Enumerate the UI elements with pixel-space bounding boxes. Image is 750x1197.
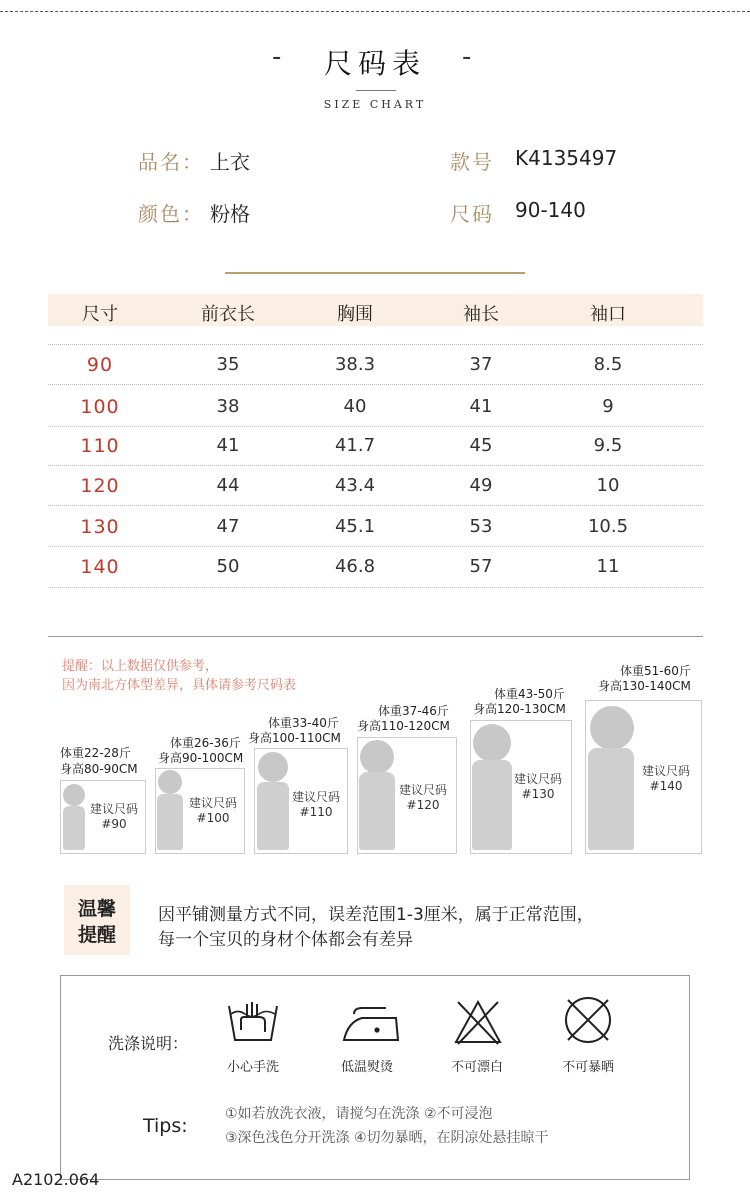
table-cell: 38.3 [334,354,376,375]
section-divider [225,272,525,274]
product-name-value: 上衣 [210,150,250,174]
tips-line2: ③深色浅色分开洗涤 ④切勿暴晒，在阴凉处悬挂晾干 [225,1130,549,1146]
hand-wash-icon [225,1000,281,1044]
kid-silhouette [359,772,395,850]
table-cell: 41.7 [334,435,376,456]
tips-line1: ①如若放洗衣液，请搅匀在洗涤 ②不可浸泡 [225,1106,493,1122]
kid-height: 身高120-130CM [473,702,566,716]
page-title: 尺码表 [323,47,426,80]
kid-silhouette-head [258,752,288,782]
table-cell: 53 [469,516,493,537]
header-cuff: 袖口 [590,304,626,325]
header-chest: 胸围 [337,304,373,325]
product-code: A2102.064 [12,1170,100,1189]
product-name-label: 品名： [138,150,204,174]
kid-silhouette-head [63,784,85,806]
table-cell: 44 [216,475,240,496]
row-divider [48,384,703,385]
warm-tip-title-line2: 提醒 [77,924,116,946]
table-cell: 35 [216,354,240,375]
color-value: 粉格 [210,202,250,226]
kid-height: 身高100-110CM [248,731,341,745]
kid-silhouette [472,760,512,850]
table-cell: 9 [602,396,614,417]
kid-weight: 体重43-50斤 [494,687,565,701]
kid-suggest-size: #90 [101,817,127,831]
size-range-value: 90-140 [515,198,586,222]
title-dash-left: - [272,42,282,72]
care-label: 洗涤说明： [108,1034,189,1053]
top-dashed-border [0,11,750,12]
kid-suggest-label: 建议尺码 [398,783,447,797]
table-cell-size: 100 [80,396,120,418]
kid-silhouette-head [473,724,511,762]
no-sun-dry-icon [562,994,614,1046]
kid-suggest-size: #140 [649,779,683,793]
table-cell-size: 130 [80,516,120,538]
kid-silhouette-head [158,770,182,794]
section-divider [48,636,703,637]
no-sun-dry-label: 不可暴晒 [561,1060,614,1075]
kid-suggest-label: 建议尺码 [291,790,340,804]
kid-suggest-size: #120 [406,798,440,812]
table-cell: 40 [343,396,367,417]
warm-tip-title-line1: 温馨 [77,898,116,920]
kid-weight: 体重51-60斤 [620,664,691,678]
row-divider [48,344,703,345]
color-label: 颜色： [138,202,204,226]
kid-silhouette-head [360,740,394,774]
table-cell: 10 [596,475,620,496]
kid-silhouette [157,794,183,850]
table-cell: 47 [216,516,240,537]
table-cell-size: 90 [86,354,114,376]
kid-suggest-size: #130 [521,787,555,801]
title-dash-right: - [462,42,472,72]
kid-silhouette [63,806,85,850]
iron-low-icon [340,1004,404,1044]
table-cell: 41 [469,396,493,417]
no-bleach-icon [452,998,504,1046]
table-cell: 9.5 [593,435,623,456]
kid-weight: 体重37-46斤 [378,704,449,718]
iron-low-label: 低温熨烫 [340,1060,393,1075]
row-divider [48,546,703,547]
kid-silhouette [257,782,289,850]
kid-suggest-label: 建议尺码 [89,802,138,816]
size-range-label: 尺码 [450,202,494,226]
warm-tip-text-line2: 每一个宝贝的身材个体都会有差异 [158,930,413,950]
header-front-length: 前衣长 [201,304,255,325]
kid-height: 身高90-100CM [158,751,244,765]
table-cell: 8.5 [593,354,623,375]
table-cell: 10.5 [587,516,629,537]
table-cell-size: 140 [80,556,120,578]
table-cell-size: 120 [80,475,120,497]
table-cell: 45.1 [334,516,376,537]
kid-silhouette-head [590,706,634,750]
table-cell: 38 [216,396,240,417]
warm-tip-text-line1: 因平铺测量方式不同，误差范围1-3厘米，属于正常范围， [158,905,594,925]
kid-suggest-label: 建议尺码 [513,772,562,786]
table-cell: 43.4 [334,475,376,496]
page-subtitle: SIZE CHART [323,98,427,111]
table-cell-size: 110 [80,435,120,457]
style-no-label: 款号 [450,150,494,174]
kid-suggest-label: 建议尺码 [188,796,237,810]
row-divider [48,505,703,506]
table-cell: 45 [469,435,493,456]
table-cell: 37 [469,354,493,375]
warm-tip-title [64,896,130,948]
style-no-value: K4135497 [515,146,618,170]
table-cell: 11 [596,556,620,577]
title-divider [356,90,396,91]
kid-suggest-size: #110 [299,805,333,819]
hand-wash-label: 小心手洗 [226,1060,279,1075]
no-bleach-label: 不可漂白 [450,1060,503,1075]
kid-weight: 体重22-28斤 [60,746,131,760]
header-size: 尺寸 [82,304,118,325]
row-divider [48,465,703,466]
table-cell: 49 [469,475,493,496]
kid-suggest-label: 建议尺码 [641,764,690,778]
reminder-note-line2: 因为南北方体型差异，具体请参考尺码表 [62,678,297,693]
table-cell: 50 [216,556,240,577]
kid-silhouette [588,748,634,850]
kid-weight: 体重33-40斤 [268,716,339,730]
kid-height: 身高110-120CM [357,719,450,733]
reminder-note-line1: 提醒：以上数据仅供参考， [62,659,219,674]
kid-height: 身高80-90CM [60,762,138,776]
tips-label: Tips: [143,1115,188,1137]
table-cell: 57 [469,556,493,577]
row-divider [48,587,703,588]
kid-suggest-size: #100 [196,811,230,825]
kid-weight: 体重26-36斤 [170,736,241,750]
table-cell: 46.8 [334,556,376,577]
row-divider [48,426,703,427]
kid-height: 身高130-140CM [598,679,691,693]
header-sleeve-length: 袖长 [463,304,499,325]
table-cell: 41 [216,435,240,456]
